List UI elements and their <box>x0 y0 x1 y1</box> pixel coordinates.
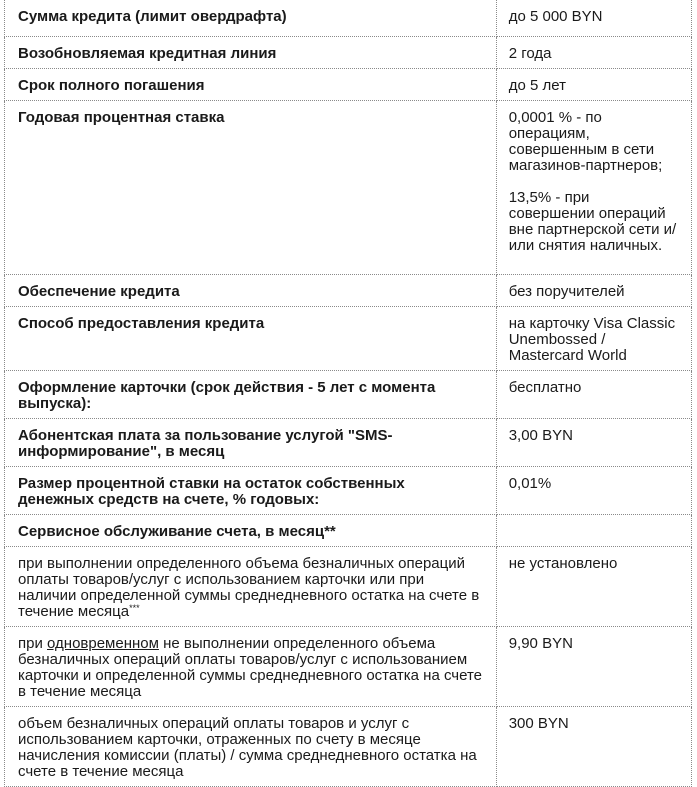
row-value: не установлено <box>496 546 691 626</box>
table-row <box>5 706 692 786</box>
table-row <box>5 418 692 466</box>
row-label: Возобновляемая кредитная линия <box>5 36 497 68</box>
row-label: объем безналичных операций оплаты товаров и услуг с использованием карточки, отраженных по счету в месяце начисления комиссии (платы) / сумма среднедневного остатка на счете в течение месяца <box>5 706 497 786</box>
rate-partner-text: 0,0001 % - по операциям, совершенным в сети магазинов-партнеров; <box>508 108 663 174</box>
row-value <box>496 100 691 274</box>
paragraph-gap <box>509 174 679 190</box>
table-row <box>5 68 692 100</box>
row-value <box>496 514 691 546</box>
row-label: Годовая процентная ставка <box>5 100 497 274</box>
table-row <box>5 36 692 68</box>
row-label-emphasis: одновременном <box>47 634 159 652</box>
row-label-suffix: не выполнении определенного объема безналичных операций оплаты товаров/услуг с использованием карточки и определенной суммы среднедневного остатка на счете в течение месяца <box>18 634 482 700</box>
row-label-prefix: при <box>18 634 48 652</box>
table-row <box>5 274 692 306</box>
table-row <box>5 306 692 370</box>
table-row <box>5 100 692 274</box>
row-value: на карточку Visa Classic Unembossed / Mastercard World <box>496 306 691 370</box>
row-value: до 5 000 BYN <box>496 0 691 36</box>
credit-terms-table <box>4 0 692 787</box>
table-row <box>5 626 692 706</box>
rate-nonpartner-text: 13,5% - при совершении операций вне партнерской сети и/или снятия наличных. <box>508 188 677 254</box>
row-value: бесплатно <box>496 370 691 418</box>
table-row <box>5 546 692 626</box>
row-label: Способ предоставления кредита <box>5 306 497 370</box>
table-row <box>5 370 692 418</box>
table-row <box>5 514 692 546</box>
row-label-text: при выполнении определенного объема безналичных операций оплаты товаров/услуг с использованием карточки или при наличии определенной суммы среднедневного остатка на счете в течение месяца <box>18 554 480 620</box>
row-value: 2 года <box>496 36 691 68</box>
row-label: Сумма кредита (лимит овердрафта) <box>5 0 497 36</box>
row-label: Сервисное обслуживание счета, в месяц** <box>5 514 497 546</box>
row-label: Обеспечение кредита <box>5 274 497 306</box>
row-value: 9,90 BYN <box>496 626 691 706</box>
row-value: 300 BYN <box>496 706 691 786</box>
row-value: 0,01% <box>496 466 691 514</box>
row-label: Оформление карточки (срок действия - 5 лет с момента выпуска): <box>5 370 497 418</box>
footnote-marker: *** <box>129 602 140 613</box>
table-row <box>5 466 692 514</box>
row-label <box>5 626 497 706</box>
table-row <box>5 0 692 36</box>
row-value: до 5 лет <box>496 68 691 100</box>
row-label: Размер процентной ставки на остаток собственных денежных средств на счете, % годовых: <box>5 466 497 514</box>
row-label <box>5 546 497 626</box>
row-label: Абонентская плата за пользование услугой "SMS-информирование", в месяц <box>5 418 497 466</box>
row-value: без поручителей <box>496 274 691 306</box>
row-label: Срок полного погашения <box>5 68 497 100</box>
row-value: 3,00 BYN <box>496 418 691 466</box>
